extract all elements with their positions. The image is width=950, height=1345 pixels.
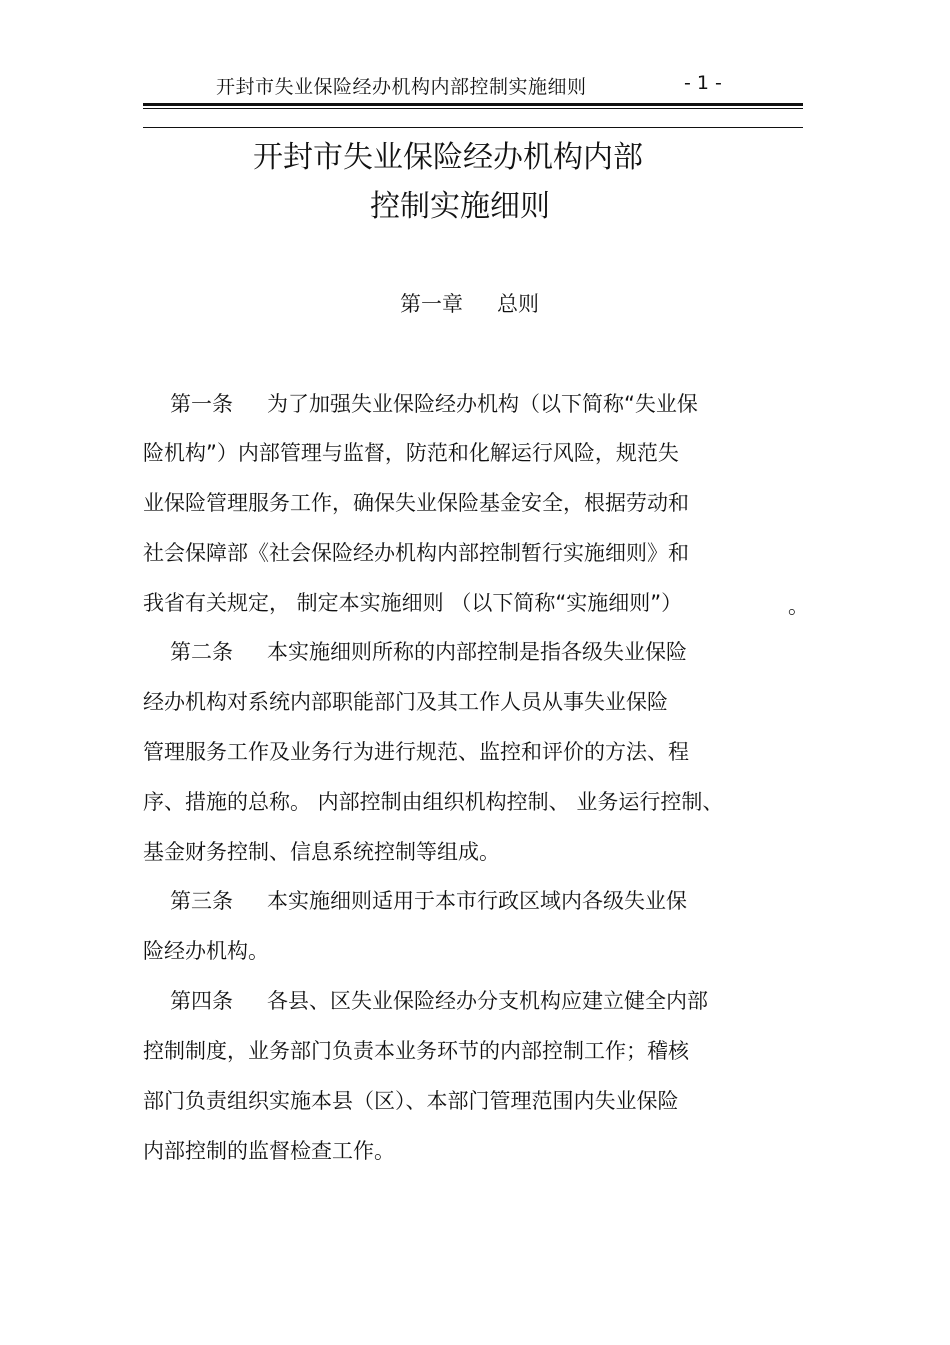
article-1-line-3: 业保险管理服务工作，确保失业保险基金安全，根据劳动和 — [143, 491, 689, 515]
article-3-label: 第三条 — [170, 889, 233, 913]
article-1-trailing-mark: 。 — [788, 594, 809, 618]
article-4-line-1 — [170, 986, 708, 1016]
article-4-text: 各县、区失业保险经办分支机构应建立健全内部 — [267, 989, 708, 1013]
article-4-line-4: 内部控制的监督检查工作。 — [143, 1139, 395, 1163]
article-2-line-5: 基金财务控制、信息系统控制等组成。 — [143, 840, 500, 864]
article-2-text: 本实施细则所称的内部控制是指各级失业保险 — [267, 640, 687, 664]
article-2-line-1 — [170, 637, 687, 667]
chapter-number: 第一章 — [400, 292, 463, 316]
chapter-heading — [400, 288, 539, 318]
header-rule-lower — [143, 127, 803, 128]
article-2-line-2: 经办机构对系统内部职能部门及其工作人员从事失业保险 — [143, 690, 668, 714]
article-1-line-4: 社会保障部《社会保险经办机构内部控制暂行实施细则》和 — [143, 541, 689, 565]
article-3-line-1 — [170, 886, 687, 916]
article-4-line-3: 部门负责组织实施本县（区）、本部门管理范围内失业保险 — [143, 1089, 679, 1113]
article-3-text: 本实施细则适用于本市行政区域内各级失业保 — [267, 889, 687, 913]
article-1-text: 为了加强失业保险经办机构（以下简称“失业保 — [267, 392, 698, 416]
header-rule-thick — [143, 103, 803, 106]
document-title-line-1: 开封市失业保险经办机构内部 — [253, 140, 643, 175]
chapter-name: 总则 — [497, 292, 539, 316]
article-4-line-2: 控制制度，业务部门负责本业务环节的内部控制工作；稽核 — [143, 1039, 689, 1063]
article-1-line-5: 我省有关规定， 制定本实施细则 （以下简称“实施细则”） — [143, 591, 683, 615]
article-1-line-2: 险机构”）内部管理与监督，防范和化解运行风险，规范失 — [143, 441, 679, 465]
header-rule-thin — [143, 108, 803, 109]
page-number: - 1 - — [684, 72, 722, 94]
article-4-label: 第四条 — [170, 989, 233, 1013]
article-2-line-4: 序、措施的总称。 内部控制由组织机构控制、 业务运行控制、 — [143, 790, 724, 814]
article-2-label: 第二条 — [170, 640, 233, 664]
running-header-title: 开封市失业保险经办机构内部控制实施细则 — [216, 76, 587, 98]
article-2-line-3: 管理服务工作及业务行为进行规范、监控和评价的方法、程 — [143, 740, 689, 764]
article-1-line-1 — [170, 389, 698, 419]
article-1-label: 第一条 — [170, 392, 233, 416]
article-3-line-2: 险经办机构。 — [143, 939, 269, 963]
document-title-line-2: 控制实施细则 — [370, 189, 550, 224]
